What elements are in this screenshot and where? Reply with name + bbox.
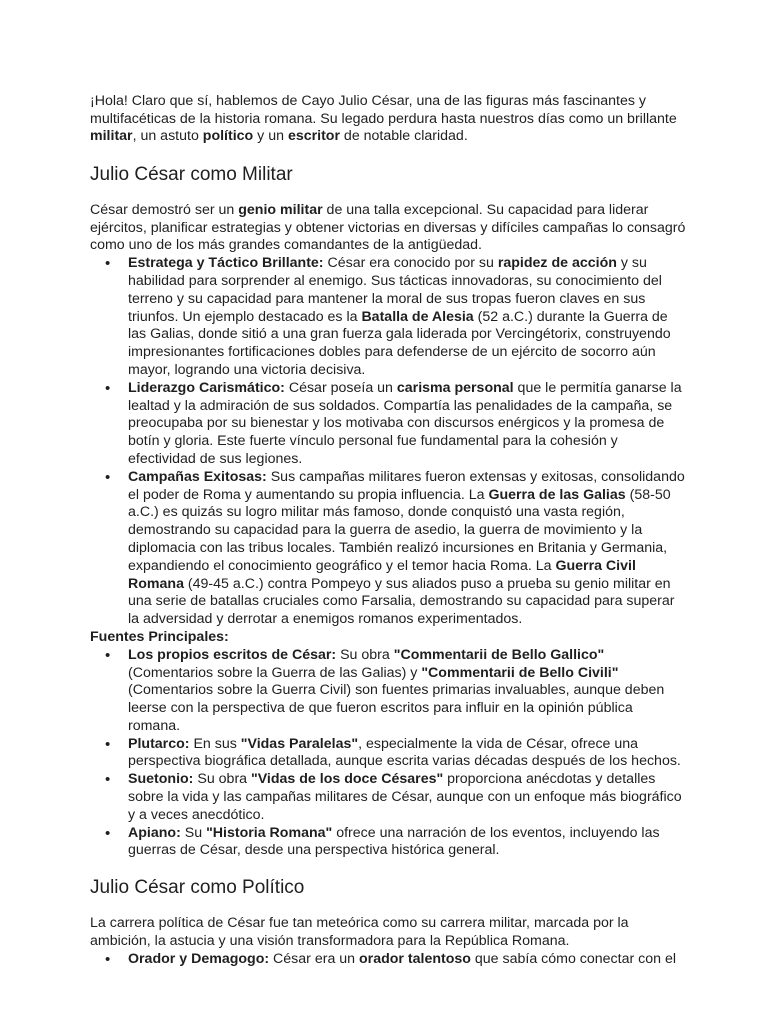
politico-intro-paragraph: La carrera política de César fue tan meteórica como su carrera militar, marcada por la ambición, la astucia y una visión transformadora para la República Romana. [90,915,629,950]
list-item: • Campañas Exitosas: Sus campañas militares fueron extensas y exitosas, consolidando el poder de Roma y aumentando su propia influencia. La Guerra de las Galias (58-50 a.C.) es quizás su logro militar más famoso, donde conquistó una vasta región, demostrando su capacidad para la guerra de asedio, la guerra de movimiento y la diplomacia con las tribus locales. También realizó incursiones en Britania y Germania, expandiendo el conocimiento geográfico y el temor hacia Roma. La Guerra Civil Romana (49-45 a.C.) contra Pompeyo y sus aliados puso a prueba su genio militar en una serie de batallas cruciales como Farsalia, demostrando su capacidad para superar la adversidad y derrotar a enemigos romanos experimentados. [128,469,686,629]
list-item: • Los propios escritos de César: Su obra "Commentarii de Bello Gallico" (Comentarios sobre la Guerra de las Galias) y "Commentarii de Bello Civili" (Comentarios sobre la Guerra Civil) son fuentes primarias invaluables, aunque deben leerse con la perspectiva de que fueron escritos para influir en la opinión pública romana. [128,647,686,736]
list-item: • Apiano: Su "Historia Romana" ofrece una narración de los eventos, incluyendo las guerras de César, desde una perspectiva histórica general. [128,825,686,861]
militar-intro-paragraph: César demostró ser un genio militar de una talla excepcional. Su capacidad para liderar ejércitos, planificar estrategias y obtener victorias en diversas y difíciles campañas lo consagró como uno de los más grandes comandantes de la antigüedad. [90,201,686,254]
document-body [90,93,686,969]
bold-escritor: escritor [287,128,340,145]
heading-politico: Julio César como Político [90,877,305,899]
heading-militar: Julio César como Militar [90,163,293,185]
bold-militar: militar [90,128,133,145]
intro-paragraph: ¡Hola! Claro que sí, hablemos de Cayo Julio César, una de las figuras más fascinantes y multifacéticas de la historia romana. Su legado perdura hasta nuestros días como un brillante militar, un astuto político y un escritor de notable claridad. [90,93,677,145]
fuentes-list [90,647,686,861]
bold-politico: político [202,128,254,145]
list-item: • Orador y Demagogo: César era un orador talentoso que sabía cómo conectar con el [128,951,686,969]
list-item: • Liderazgo Carismático: César poseía un carisma personal que le permitía ganarse la lealtad y la admiración de sus soldados. Compartía las penalidades de la campaña, se preocupaba por su bienestar y los motivaba con discursos enérgicos y la promesa de botín y gloria. Este fuerte vínculo personal fue fundamental para la cohesión y efectividad de sus legiones. [128,380,686,469]
list-item: • Suetonio: Su obra "Vidas de los doce Césares" proporciona anécdotas y detalles sobre la vida y las campañas militares de César, aunque con un enfoque más biográfico y a veces anecdótico. [128,771,686,824]
militar-list [90,255,686,629]
list-item: • Estratega y Táctico Brillante: César era conocido por su rapidez de acción y su habilidad para sorprender al enemigo. Sus tácticas innovadoras, su conocimiento del terreno y su capacidad para mantener la moral de sus tropas fueron claves en sus triunfos. Un ejemplo destacado es la Batalla de Alesia (52 a.C.) durante la Guerra de las Galias, donde sitió a una gran fuerza gala liderada por Vercingétorix, construyendo impresionantes fortificaciones dobles para defenderse de un ejército de socorro aún mayor, logrando una victoria decisiva. [128,255,686,380]
list-item: • Plutarco: En sus "Vidas Paralelas", especialmente la vida de César, ofrece una perspectiva biográfica detallada, aunque escrita varias décadas después de los hechos. [128,736,686,772]
politico-list [90,951,686,969]
fuentes-heading: Fuentes Principales: [90,628,229,645]
